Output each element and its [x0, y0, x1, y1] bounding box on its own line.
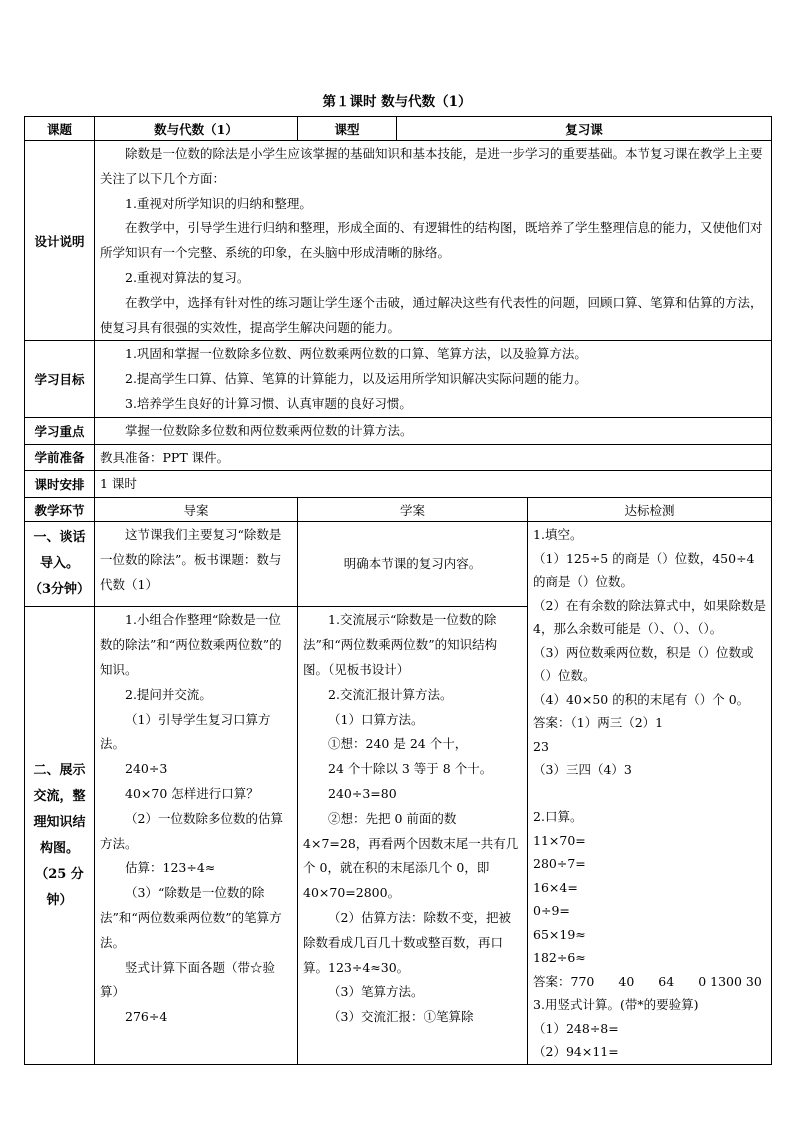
type-label: 课型 [298, 117, 397, 141]
design-paragraph: 除数是一位数的除法是小学生应该掌握的基础知识和基本技能，是进一步学习的重要基础。本节复习课在教学上主要关注了以下几个方面： [100, 146, 763, 186]
stage2-study-line: ①想：240 是 24 个十， [328, 736, 468, 752]
check-line: （2）在有余数的除法算式中，如果除数是 4，那么余数可能是（）、（）、（）。 [533, 597, 766, 637]
focus-text [95, 417, 772, 444]
stage1-label-line: 一、谈话 [33, 530, 86, 546]
check-line: 0÷9= [533, 903, 570, 919]
stage1-study [298, 522, 528, 607]
design-paragraph: 1.重视对所学知识的归纳和整理。 [125, 195, 312, 211]
stage2-study-line: （2）估算方法：除数不变，把被除数看成几百几十数或整百数，再口算。123÷4≈30。 [303, 909, 511, 975]
stage2-label-line: 钟） [46, 892, 73, 908]
check-line: （1）248÷8= [533, 1020, 619, 1036]
stage2-guide-line: 估算：123÷4≈ [125, 860, 216, 876]
stage2-study-line: ②想：先把 0 前面的数 4×7=28，再看两个因数末尾一共有几个 0，就在积的末尾添几个 0，即 40×70=2800。 [303, 810, 519, 901]
stage2-study-line: （3）交流汇报：①笔算除 [328, 1009, 474, 1025]
check-line: （1）125÷5 的商是（）位数，450÷4 的商是（）位数。 [533, 550, 755, 590]
stage2-label-line: 交流，整 [33, 788, 86, 804]
schedule-value: 1 课时 [100, 476, 137, 492]
design-paragraph: 2.重视对算法的复习。 [125, 269, 250, 285]
check-answer: 答案：770 [533, 973, 595, 989]
check-answer: 64 [658, 973, 675, 989]
stage2-guide-line: （2）一位数除多位数的估算方法。 [100, 810, 283, 851]
check-line: 16×4= [533, 879, 578, 895]
stage2-label-line: （25 分 [35, 866, 84, 882]
column-header-study: 学案 [298, 498, 528, 522]
goals-label: 学习目标 [25, 341, 95, 417]
check-answer: 0 1300 30 [698, 973, 762, 989]
stage1-label-line: 导入。 [39, 556, 79, 572]
goals-list [95, 341, 772, 417]
check-line: 答案：（1）两三（2）1 [533, 715, 664, 731]
column-header-guide: 导案 [95, 498, 298, 522]
focus-label: 学习重点 [25, 417, 95, 444]
check-line: 23 [533, 738, 549, 754]
stage2-guide-line: 2.提问并交流。 [125, 686, 212, 702]
prep-text [95, 444, 772, 471]
lesson-plan-table [24, 116, 772, 1065]
stage1-guide-text: 这节课我们主要复习“除数是一位数的除法”。板书课题：数与代数（1） [100, 527, 282, 592]
stage1-guide [95, 522, 298, 607]
check-line: （3）两位数乘两位数，积是（）位数或（）位数。 [533, 644, 754, 684]
stage2-study-line: 240÷3=80 [328, 785, 397, 801]
stage2-study-line: 2.交流汇报计算方法。 [328, 686, 453, 702]
stage2-label [25, 607, 95, 1064]
stage2-study-line: 24 个十除以 3 等于 8 个十。 [328, 761, 493, 777]
stage2-study-line: （3）笔算方法。 [328, 984, 424, 1000]
stage2-guide-line: （3）“除数是一位数的除法”和“两位数乘两位数”的笔算方法。 [100, 885, 282, 950]
stage2-study-line: 1.交流展示“除数是一位数的除法”和“两位数乘两位数”的知识结构图。（见板书设计） [303, 612, 498, 677]
prep-label: 学前准备 [25, 444, 95, 471]
check-line: 280÷7= [533, 856, 586, 872]
column-header-check: 达标检测 [528, 498, 772, 522]
stage2-guide [95, 607, 298, 1064]
check-line: 1.填空。 [533, 527, 583, 543]
check-line [533, 782, 766, 806]
goal-item: 3.培养学生良好的计算习惯、认真审题的良好习惯。 [125, 395, 412, 411]
stage1-study-text: 明确本节课的复习内容。 [343, 556, 482, 572]
goal-item: 1.巩固和掌握一位数除多位数、两位数乘两位数的口算、笔算方法，以及验算方法。 [125, 346, 587, 362]
check-line: （4）40×50 的积的末尾有（）个 0。 [533, 691, 750, 707]
stage1-label-line: （3分钟） [28, 582, 91, 598]
design-paragraph: 在教学中，引导学生进行归纳和整理，形成全面的、有逻辑性的结构图，既培养了学生整理信息的能力，又使他们对所学知识有一个完整、系统的印象，在头脑中形成清晰的脉络。 [100, 220, 763, 261]
check-line: 2.口算。 [533, 809, 583, 825]
check-answer-line [533, 970, 766, 994]
stage2-study-line: （1）口算方法。 [328, 711, 424, 727]
goal-item: 2.提高学生口算、估算、笔算的计算能力，以及运用所学知识解决实际问题的能力。 [125, 371, 587, 387]
check-line: 3.用竖式计算。(带*的要验算) [533, 997, 699, 1013]
page-title: 第１课时 数与代数（1） [322, 94, 472, 110]
type-value: 复习课 [397, 117, 772, 141]
prep-value: 教具准备：PPT 课件。 [100, 449, 230, 465]
design-notes [95, 141, 772, 341]
schedule-label: 课时安排 [25, 471, 95, 498]
check-line: （2）94×11= [533, 1044, 619, 1060]
design-paragraph: 在教学中，选择有针对性的练习题让学生逐个击破，通过解决这些有代表性的问题，回顾口算、笔算和估算的方法，使复习具有很强的实效性，提高学生解决问题的能力。 [100, 294, 763, 335]
topic-value: 数与代数（1） [95, 117, 298, 141]
schedule-text [95, 471, 772, 498]
stage2-guide-line: 240÷3 [125, 761, 168, 777]
check-answer: 40 [618, 973, 635, 989]
column-header-stage: 教学环节 [25, 498, 95, 522]
stage2-guide-line: 1.小组合作整理“除数是一位数的除法”和“两位数乘两位数”的知识。 [100, 612, 282, 677]
stage2-guide-line: 40×70 怎样进行口算？ [125, 785, 259, 801]
stage2-label-line: 构图。 [39, 840, 79, 856]
check-line: 11×70= [533, 832, 586, 848]
stage2-guide-line: 竖式计算下面各题（带☆验算） [100, 959, 276, 1000]
stage2-guide-line: （1）引导学生复习口算方法。 [100, 711, 271, 752]
design-label: 设计说明 [25, 141, 95, 341]
focus-value: 掌握一位数除多位数和两位数乘两位数的计算方法。 [125, 422, 413, 438]
stage2-guide-line: 276÷4 [125, 1009, 168, 1025]
check-line: 65×19≈ [533, 926, 586, 942]
topic-label: 课题 [25, 117, 95, 141]
check-line: 182÷6≈ [533, 950, 586, 966]
stage2-label-line: 理知识结 [33, 814, 86, 830]
stage1-label [25, 522, 95, 607]
check-line: （3）三四（4）3 [533, 762, 632, 778]
check-column [528, 522, 772, 1065]
stage2-label-line: 二、展示 [33, 762, 86, 778]
stage2-study [298, 607, 528, 1064]
